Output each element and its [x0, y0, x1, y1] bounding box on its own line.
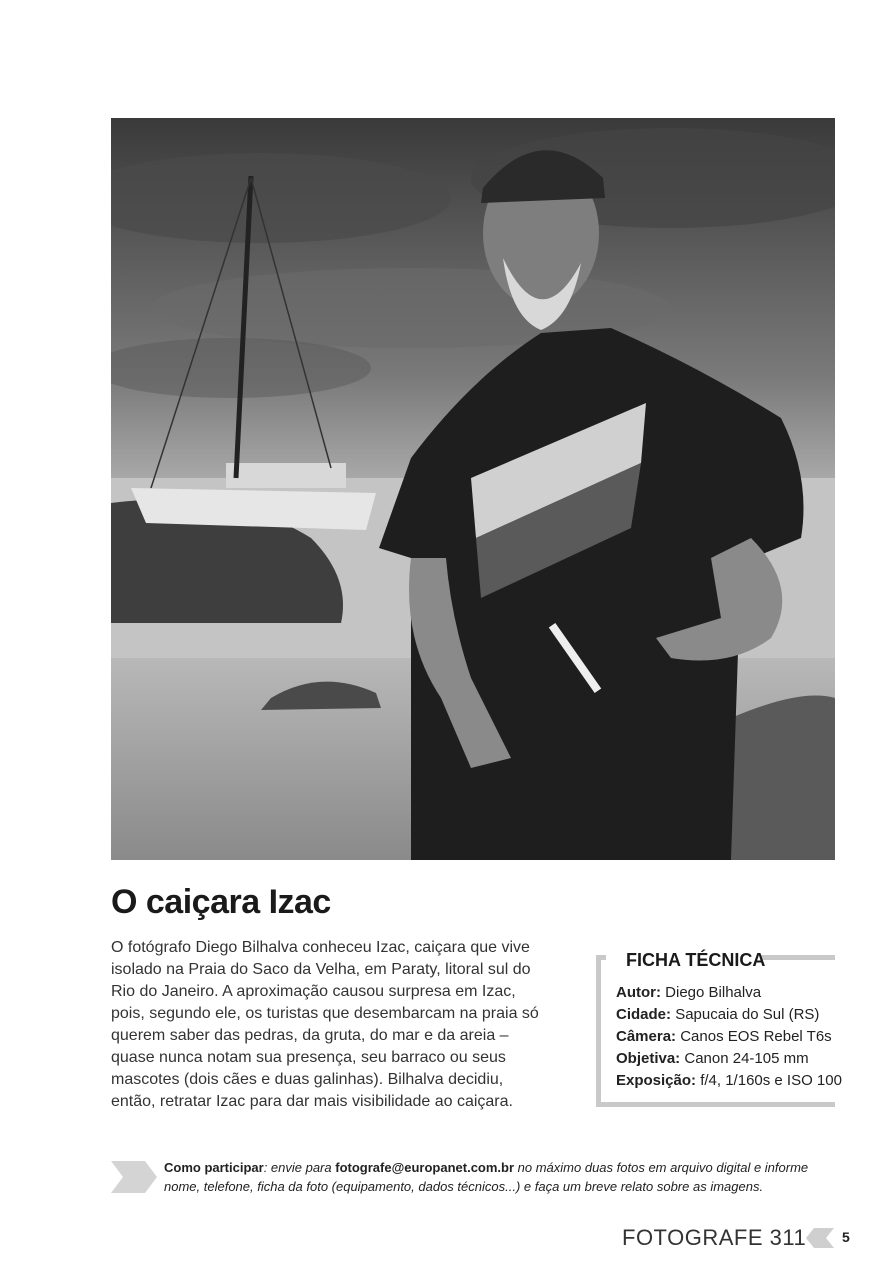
- participation-text-2: no máximo duas fotos em arquivo digital e informe nome, telefone, ficha da foto (equipamento, dados técnicos...) e faça um breve relato sobre as imagens.: [164, 1160, 809, 1194]
- ficha-label: Câmera:: [616, 1028, 677, 1045]
- ficha-value: Diego Bilhalva: [665, 984, 762, 1001]
- ficha-row-camera: [616, 1026, 842, 1048]
- participation-email-link[interactable]: fotografe@europanet.com.br: [335, 1160, 515, 1175]
- ficha-row-cidade: [616, 1004, 842, 1026]
- ficha-label: Exposição:: [616, 1072, 697, 1089]
- article-body: O fotógrafo Diego Bilhalva conheceu Izac, caiçara que vive isolado na Praia do Saco da Velha, em Paraty, litoral sul do Rio do Janeiro. A aproximação causou surpresa em Izac, pois, segundo ele, os turistas que desembarcam na praia só querem saber das pedras, da gruta, do mar e da areia – quase nunca notam sua presença, seu barraco ou seus mascotes (dois cães e duas galinhas). Bilhalva decidiu, então, retratar Izac para dar mais visibilidade ao caiçara.: [111, 939, 539, 1110]
- ficha-label: Objetiva:: [616, 1050, 681, 1067]
- ficha-row-exposicao: [616, 1070, 842, 1092]
- ficha-value: Sapucaia do Sul (RS): [675, 1006, 820, 1023]
- ficha-row-autor: [616, 982, 842, 1004]
- magazine-issue: FOTOGRAFE 311: [622, 1225, 807, 1250]
- ficha-row-objetiva: [616, 1048, 842, 1070]
- participation-note: [164, 1158, 834, 1196]
- chevron-right-icon: [111, 1161, 157, 1193]
- page-number: 5: [842, 1229, 850, 1245]
- article-title: O caiçara Izac: [111, 883, 331, 921]
- ficha-tecnica-title: FICHA TÉCNICA: [626, 950, 766, 970]
- portrait-photo: [111, 118, 835, 860]
- ficha-value: f/4, 1/160s e ISO 100: [700, 1072, 842, 1089]
- ficha-label: Autor:: [616, 984, 661, 1001]
- ficha-value: Canos EOS Rebel T6s: [680, 1028, 832, 1045]
- ficha-value: Canon 24-105 mm: [684, 1050, 809, 1067]
- ficha-label: Cidade:: [616, 1006, 672, 1023]
- chevron-left-icon: [806, 1228, 834, 1248]
- photo-illustration: [111, 118, 835, 860]
- participation-label: Como participar: [164, 1160, 264, 1175]
- participation-text-1: : envie para: [263, 1160, 336, 1175]
- ficha-tecnica-list: [616, 982, 842, 1092]
